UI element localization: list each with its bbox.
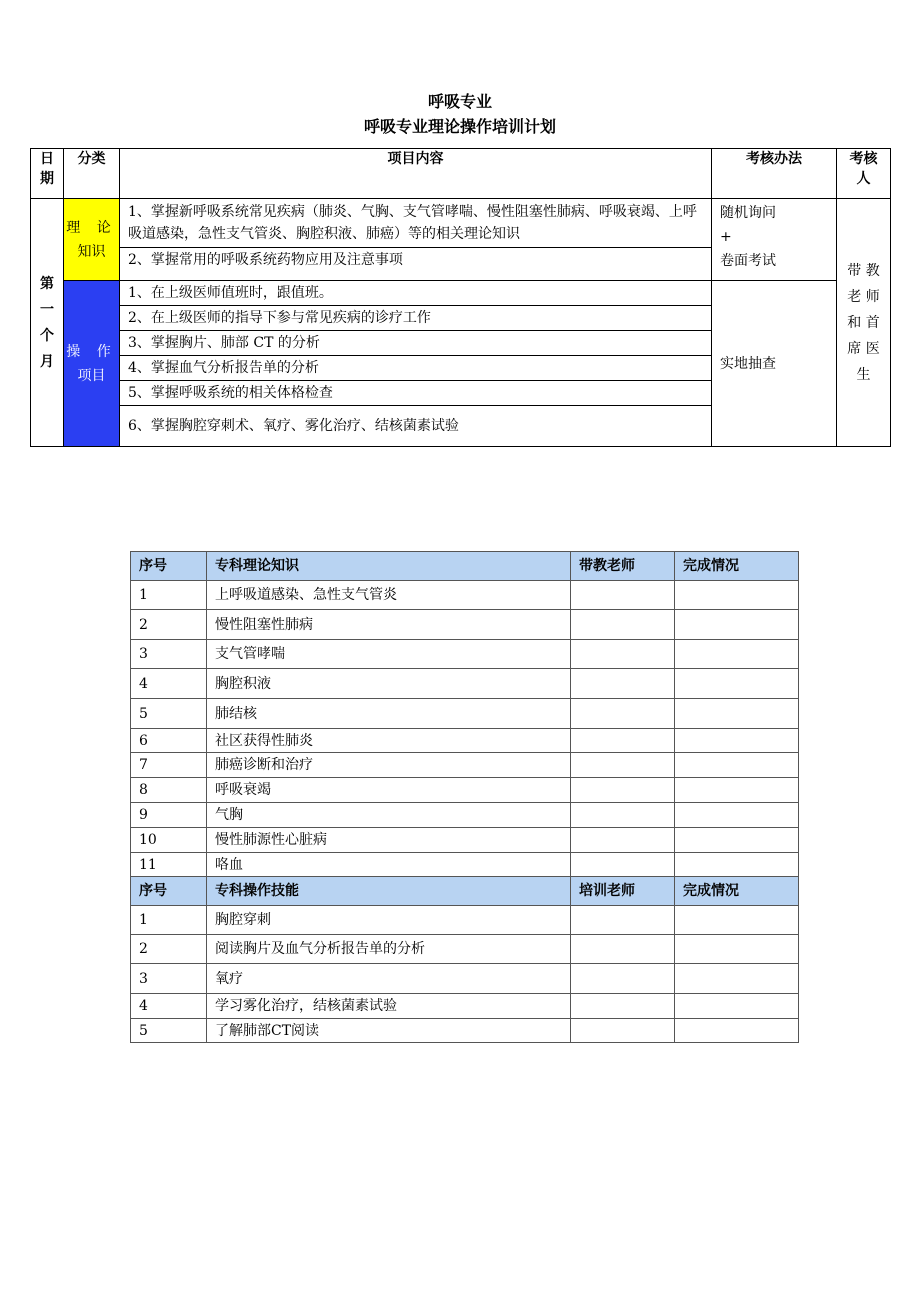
row-topic: 氧疗 [207, 964, 571, 994]
table-row [131, 753, 799, 778]
row-topic: 呼吸衰竭 [207, 778, 571, 803]
row-no: 10 [131, 828, 207, 853]
row-topic: 支气管哮喘 [207, 640, 571, 669]
table-row [131, 581, 799, 610]
row-topic: 肺结核 [207, 699, 571, 729]
category-header: 分类 [64, 149, 120, 199]
status-cell[interactable] [675, 994, 799, 1019]
skill-topic-header: 专科操作技能 [207, 877, 571, 906]
status-cell[interactable] [675, 1019, 799, 1043]
plan-header-row [31, 149, 891, 199]
no-header: 序号 [131, 877, 207, 906]
status-header: 完成情况 [675, 552, 799, 581]
teacher-cell[interactable] [571, 669, 675, 699]
content-header: 项目内容 [120, 149, 712, 199]
row-topic: 了解肺部CT阅读 [207, 1019, 571, 1043]
table-row [131, 906, 799, 935]
teacher-cell[interactable] [571, 610, 675, 640]
teacher-cell[interactable] [571, 699, 675, 729]
teacher-cell[interactable] [571, 853, 675, 877]
row-topic: 上呼吸道感染、急性支气管炎 [207, 581, 571, 610]
trainer-cell[interactable] [571, 906, 675, 935]
operation-item: 1、在上级医师值班时，跟值班。 [120, 281, 712, 306]
row-topic: 胸腔积液 [207, 669, 571, 699]
status-cell[interactable] [675, 753, 799, 778]
row-no: 5 [131, 699, 207, 729]
table-row [131, 994, 799, 1019]
table-row [131, 610, 799, 640]
row-topic: 胸腔穿刺 [207, 906, 571, 935]
row-topic: 学习雾化治疗，结核菌素试验 [207, 994, 571, 1019]
status-cell[interactable] [675, 803, 799, 828]
theory-method: 随机询问 + 卷面考试 [712, 199, 837, 281]
theory-item: 1、掌握新呼吸系统常见疾病（肺炎、气胸、支气管哮喘、慢性阻塞性肺病、呼吸衰竭、上呼吸道感染，急性支气管炎、胸腔积液、肺癌）等的相关理论知识 [120, 199, 712, 248]
table-row [131, 964, 799, 994]
table-row [131, 729, 799, 753]
row-no: 4 [131, 994, 207, 1019]
row-no: 1 [131, 581, 207, 610]
row-no: 9 [131, 803, 207, 828]
row-no: 6 [131, 729, 207, 753]
status-cell[interactable] [675, 778, 799, 803]
table-row [131, 778, 799, 803]
status-cell[interactable] [675, 828, 799, 853]
category-theory: 理 论 知识 [64, 199, 120, 281]
row-topic: 气胸 [207, 803, 571, 828]
theory-topic-header: 专科理论知识 [207, 552, 571, 581]
row-no: 1 [131, 906, 207, 935]
row-no: 11 [131, 853, 207, 877]
trainer-cell[interactable] [571, 1019, 675, 1043]
category-operation: 操 作 项目 [64, 281, 120, 447]
row-no: 2 [131, 935, 207, 964]
status-cell[interactable] [675, 906, 799, 935]
teacher-cell[interactable] [571, 729, 675, 753]
row-no: 4 [131, 669, 207, 699]
checklist-table [130, 551, 799, 1043]
period-cell: 第 一 个 月 [31, 199, 64, 447]
status-cell[interactable] [675, 699, 799, 729]
table-row [131, 853, 799, 877]
training-plan-table [30, 148, 891, 447]
status-cell[interactable] [675, 610, 799, 640]
table-row [131, 640, 799, 669]
status-cell[interactable] [675, 853, 799, 877]
trainer-cell[interactable] [571, 994, 675, 1019]
table-row [131, 828, 799, 853]
operation-item: 4、掌握血气分析报告单的分析 [120, 356, 712, 381]
specialty-title: 呼吸专业 [427, 92, 492, 111]
status-header: 完成情况 [675, 877, 799, 906]
row-topic: 肺癌诊断和治疗 [207, 753, 571, 778]
skill-header-row [131, 877, 799, 906]
row-topic: 慢性肺源性心脏病 [207, 828, 571, 853]
operation-item: 6、掌握胸腔穿刺术、氧疗、雾化治疗、结核菌素试验 [120, 406, 712, 447]
row-no: 3 [131, 964, 207, 994]
status-cell[interactable] [675, 935, 799, 964]
operation-method: 实地抽查 [712, 281, 837, 447]
table-row [131, 1019, 799, 1043]
trainer-header: 培训老师 [571, 877, 675, 906]
row-no: 3 [131, 640, 207, 669]
status-cell[interactable] [675, 964, 799, 994]
date-header: 日 期 [31, 149, 64, 199]
row-topic: 阅读胸片及血气分析报告单的分析 [207, 935, 571, 964]
examiner-cell: 带 教 老 师 和 首 席 医 生 [837, 199, 891, 447]
row-topic: 慢性阻塞性肺病 [207, 610, 571, 640]
status-cell[interactable] [675, 669, 799, 699]
operation-item: 3、掌握胸片、肺部 CT 的分析 [120, 331, 712, 356]
row-topic: 社区获得性肺炎 [207, 729, 571, 753]
teacher-cell[interactable] [571, 828, 675, 853]
row-no: 2 [131, 610, 207, 640]
teacher-cell[interactable] [571, 803, 675, 828]
teacher-header: 带教老师 [571, 552, 675, 581]
no-header: 序号 [131, 552, 207, 581]
table-row [131, 669, 799, 699]
method-header: 考核办法 [712, 149, 837, 199]
row-no: 8 [131, 778, 207, 803]
status-cell[interactable] [675, 729, 799, 753]
status-cell[interactable] [675, 640, 799, 669]
theory-item: 2、掌握常用的呼吸系统药物应用及注意事项 [120, 248, 712, 281]
table-row [131, 803, 799, 828]
teacher-cell[interactable] [571, 753, 675, 778]
row-topic: 咯血 [207, 853, 571, 877]
row-no: 7 [131, 753, 207, 778]
teacher-cell[interactable] [571, 581, 675, 610]
table-row [131, 699, 799, 729]
table-row [131, 935, 799, 964]
trainer-cell[interactable] [571, 964, 675, 994]
operation-item: 2、在上级医师的指导下参与常见疾病的诊疗工作 [120, 306, 712, 331]
trainer-cell[interactable] [571, 935, 675, 964]
operation-item: 5、掌握呼吸系统的相关体格检查 [120, 381, 712, 406]
teacher-cell[interactable] [571, 778, 675, 803]
status-cell[interactable] [675, 581, 799, 610]
row-no: 5 [131, 1019, 207, 1043]
theory-header-row [131, 552, 799, 581]
examiner-header: 考核 人 [837, 149, 891, 199]
teacher-cell[interactable] [571, 640, 675, 669]
plan-title: 呼吸专业理论操作培训计划 [363, 117, 556, 136]
